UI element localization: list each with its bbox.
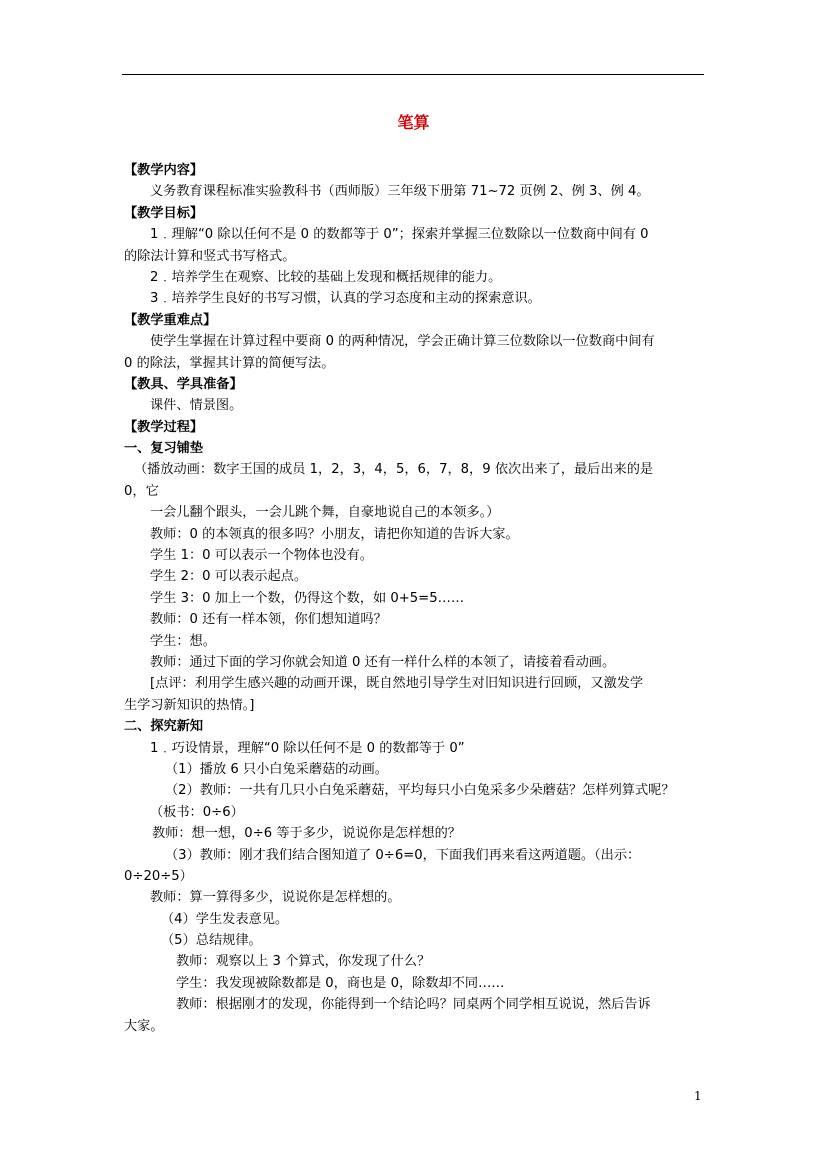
text-line: 3﹒培养学生良好的书写习惯，认真的学习态度和主动的探索意识。	[150, 291, 541, 307]
section-heading: 二、探究新知	[124, 719, 204, 735]
text-line: 学生 3：0 加上一个数，仍得这个数，如 0+5=5……	[150, 590, 465, 606]
text-line: 课件、情景图。	[150, 398, 243, 414]
text-line: 学生：我发现被除数都是 0，商也是 0，除数却不同……	[176, 975, 505, 991]
text-line: 学生：想。	[150, 633, 216, 649]
text-line: 一会儿翻个跟头，一会儿跳个舞，自豪地说自己的本领多。）	[150, 505, 500, 521]
text-line: 0÷20÷5）	[124, 868, 193, 884]
document-body	[124, 160, 709, 1037]
document-title: 笔算	[397, 113, 430, 132]
section-heading: 【教学重难点】	[124, 312, 217, 328]
section-heading: 【教具、学具准备】	[124, 376, 243, 392]
section-heading: 【教学目标】	[124, 205, 204, 221]
text-line: 生学习新知识的热情。]	[124, 697, 255, 713]
text-line: 学生 2：0 可以表示起点。	[150, 569, 308, 585]
text-line: 教师：想一想，0÷6 等于多少，说说你是怎样想的？	[152, 826, 461, 842]
text-line: 学生 1：0 可以表示一个物体也没有。	[150, 548, 373, 564]
text-line: （2）教师：一共有几只小白兔采蘑菇，平均每只小白兔采多少朵蘑菇？怎样列算式呢？	[165, 783, 675, 799]
text-line: 0 的除法，掌握其计算的简便写法。	[124, 355, 335, 371]
text-line: （4）学生发表意见。	[161, 911, 289, 927]
section-heading: 【教学过程】	[124, 419, 204, 435]
page-number: 1	[694, 1089, 702, 1103]
text-line: （播放动画：数字王国的成员 1，2，3，4，5，6，7，8，9 依次出来了，最后出来的是	[134, 462, 654, 478]
text-line: 大家。	[124, 1018, 164, 1034]
text-line: 教师：0 的本领真的很多吗？小朋友，请把你知道的告诉大家。	[150, 526, 519, 542]
text-line: （1）播放 6 只小白兔采蘑菇的动画。	[165, 761, 388, 777]
text-line: （板书：0÷6）	[150, 804, 244, 820]
text-line: 使学生掌握在计算过程中要商 0 的两种情况，学会正确计算三位数除以一位数商中间有	[150, 334, 655, 350]
section-heading: 一、复习铺垫	[124, 441, 204, 457]
section-heading: 【教学内容】	[124, 163, 204, 178]
text-line: 的除法计算和竖式书写格式。	[124, 248, 296, 264]
text-line: 教师：根据刚才的发现，你能得到一个结论吗？同桌两个同学相互说说，然后告诉	[176, 997, 651, 1013]
text-line: （3）教师：刚才我们结合图知道了 0÷6=0，下面我们再来看这两道题。（出示：	[165, 847, 641, 863]
text-line: 2﹒培养学生在观察、比较的基础上发现和概括规律的能力。	[150, 269, 502, 285]
text-line: 义务教育课程标准实验教科书（西师版）三年级下册第 71~72 页例 2、例 3、例 4。	[150, 184, 650, 200]
header-rule	[122, 74, 704, 75]
text-line: 教师：通过下面的学习你就会知道 0 还有一样什么样的本领了，请接着看动画。	[150, 654, 616, 670]
text-line: [点评：利用学生感兴趣的动画开课，既自然地引导学生对旧知识进行回顾，又激发学	[150, 676, 644, 692]
text-line: 教师：算一算得多少，说说你是怎样想的。	[150, 890, 401, 906]
text-line: 1﹒巧设情景，理解“0 除以任何不是 0 的数都等于 0”	[150, 740, 465, 756]
text-line: （5）总结规律。	[161, 933, 262, 949]
text-line: 教师：观察以上 3 个算式，你发现了什么？	[176, 954, 431, 970]
text-line: 教师：0 还有一样本领，你们想知道吗？	[150, 612, 387, 628]
text-line: 1﹒理解“0 除以任何不是 0 的数都等于 0”；探索并掌握三位数除以一位数商中间有 0	[150, 227, 649, 243]
text-line: 0，它	[124, 483, 159, 499]
